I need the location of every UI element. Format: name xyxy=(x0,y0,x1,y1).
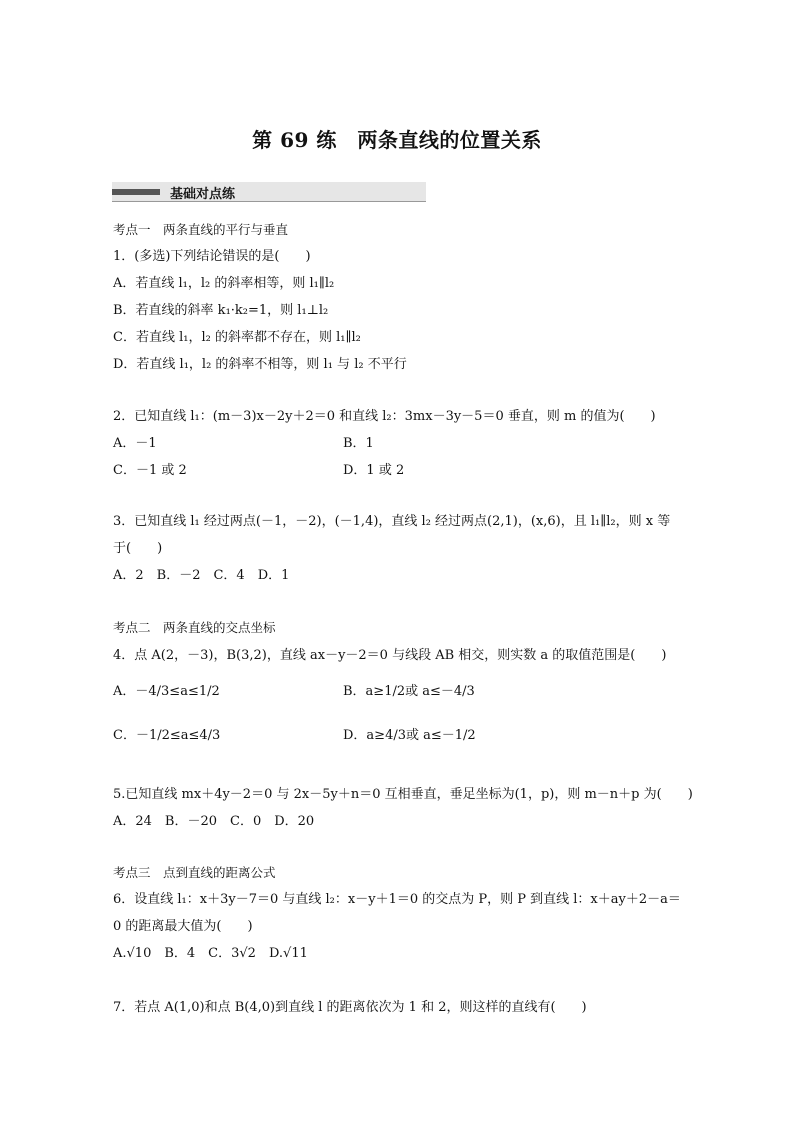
q5-stem: 5.已知直线 mx＋4y－2＝0 与 2x－5y＋n＝0 互相垂直，垂足坐标为(1，p)，则 m－n＋p 为( ) xyxy=(113,787,693,802)
page-title: 第 69 练 两条直线的位置关系 xyxy=(252,128,542,152)
section-heading-2: 考点二 两条直线的交点坐标 xyxy=(113,620,276,635)
q3-stem-line1: 3．已知直线 l₁ 经过两点(－1，－2)，(－1,4)，直线 l₂ 经过两点(2,1)，(x,6)，且 l₁∥l₂，则 x 等 xyxy=(113,514,671,529)
q4-stem: 4．点 A(2，－3)，B(3,2)，直线 ax－y－2＝0 与线段 AB 相交，则实数 a 的取值范围是( ) xyxy=(113,648,667,663)
q7-stem: 7．若点 A(1,0)和点 B(4,0)到直线 l 的距离依次为 1 和 2，则这样的直线有( ) xyxy=(113,1000,587,1015)
q1-option-d: D．若直线 l₁，l₂ 的斜率不相等，则 l₁ 与 l₂ 不平行 xyxy=(113,357,407,372)
q2-option-d: D．1 或 2 xyxy=(343,463,405,478)
q4-option-c: C．－1/2≤a≤4/3 xyxy=(113,728,221,743)
q2-option-b: B．1 xyxy=(343,436,374,451)
q5-options: A．24 B．－20 C．0 D．20 xyxy=(113,814,315,829)
q4-option-b: B．a≥1/2或 a≤－4/3 xyxy=(343,684,475,699)
q6-options: A.√10 B．4 C．3√2 D.√11 xyxy=(113,946,308,961)
q2-stem: 2．已知直线 l₁：(m－3)x－2y＋2＝0 和直线 l₂：3mx－3y－5＝0 垂直，则 m 的值为( ) xyxy=(113,409,656,424)
band-bar xyxy=(112,189,160,195)
section-band xyxy=(112,182,426,202)
q1-option-b: B．若直线的斜率 k₁·k₂=1，则 l₁⊥l₂ xyxy=(113,303,329,318)
q6-stem-line1: 6．设直线 l₁：x＋3y－7＝0 与直线 l₂：x－y＋1＝0 的交点为 P，则 P 到直线 l：x＋ay＋2－a＝ xyxy=(113,892,681,907)
section-heading-1: 考点一 两条直线的平行与垂直 xyxy=(113,222,289,237)
q2-option-a: A．－1 xyxy=(113,436,157,451)
band-label: 基础对点练 xyxy=(170,187,236,202)
q4-option-d: D．a≥4/3或 a≤－1/2 xyxy=(343,728,476,743)
q1-option-c: C．若直线 l₁，l₂ 的斜率都不存在，则 l₁∥l₂ xyxy=(113,330,361,345)
q6-stem-line2: 0 的距离最大值为( ) xyxy=(113,919,253,934)
q3-stem-line2: 于( ) xyxy=(113,541,163,556)
q4-option-a: A．－4/3≤a≤1/2 xyxy=(113,684,220,699)
q1-stem: 1．(多选)下列结论错误的是( ) xyxy=(113,249,311,264)
q3-options: A．2 B．－2 C．4 D．1 xyxy=(113,568,290,583)
section-heading-3: 考点三 点到直线的距离公式 xyxy=(113,865,276,880)
q1-option-a: A．若直线 l₁，l₂ 的斜率相等，则 l₁∥l₂ xyxy=(113,276,335,291)
q2-option-c: C．－1 或 2 xyxy=(113,463,187,478)
